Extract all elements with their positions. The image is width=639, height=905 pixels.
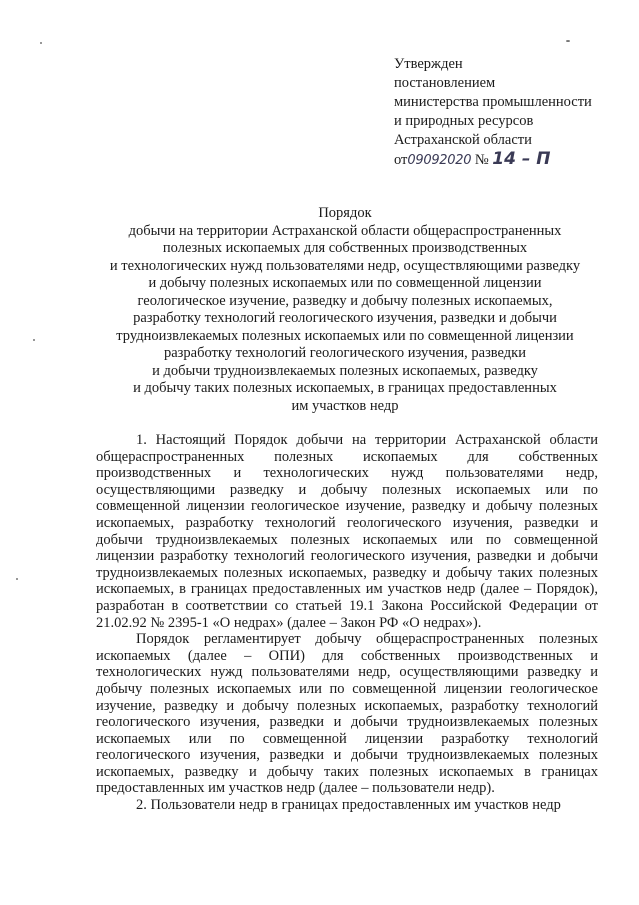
title-line: разработку технологий геологического изучения, разведки и добычи (133, 310, 557, 326)
body-paragraph-3: 2. Пользователи недр в границах предоставленных им участков недр (136, 797, 561, 814)
title-line: геологическое изучение, разведку и добычу полезных ископаемых, (137, 292, 553, 309)
scan-speck (33, 339, 35, 341)
title-line: и технологических нужд пользователями недр, осуществляющими разведку (109, 257, 581, 274)
approval-line: Утвержден (394, 56, 463, 72)
handwritten-date: 09092020 (407, 153, 472, 168)
body-paragraph-2: Порядок регламентирует добычу общераспространенных полезных ископаемых (далее – ОПИ) для собственных производственных и технологических нужд пользователями недр, осуществляющими разведку и добычу полезных ископаемых или по совмещенной лицензии геологическое изучение, разведку и добычу полезных ископаемых, разработку технологий геологического изучения, разведки и добычи трудноизвлекаемых полезных ископаемых или по совмещенной лицензии разработку технологий геологического изучения, разведки и добычи трудноизвлекаемых полезных ископаемых, разведку и добычу таких полезных ископаемых в границах предоставленных им участков недр (далее – пользователи недр). (96, 631, 598, 797)
scan-speck (16, 578, 18, 580)
approval-line: и природных ресурсов (394, 113, 534, 129)
approval-line: постановлением (394, 75, 496, 91)
title-line: разработку технологий геологического изучения, разведки (163, 345, 526, 361)
title-line: и добычу полезных ископаемых или по совмещенной лицензии (148, 275, 542, 291)
handwritten-number: 14 – П (492, 149, 551, 169)
title-line: добычи на территории Астраханской области общераспространенных (128, 222, 562, 239)
title-heading: Порядок (318, 205, 372, 221)
title-line: трудноизвлекаемых полезных ископаемых или по совмещенной лицензии (116, 327, 574, 344)
approval-stamp (394, 55, 592, 170)
scan-speck (40, 42, 42, 44)
approval-prefix: от (394, 152, 408, 168)
approval-line: министерства промышленности (394, 94, 592, 110)
title-line: полезных ископаемых для собственных производственных (162, 240, 528, 256)
body-paragraph-1: 1. Настоящий Порядок добычи на территории Астраханской области общераспространенных полезных ископаемых для собственных производственных и технологических нужд пользователями недр, осуществляющими разведку и добычу полезных ископаемых или по совмещенной лицензии геологическое изучение, разведку и добычу полезных ископаемых, разработку технологий геологического изучения, разведки и добычи трудноизвлекаемых полезных ископаемых или по совмещенной лицензии разработку технологий геологического изучения, разведки и добычи трудноизвлекаемых полезных ископаемых, разведку и добычу таких полезных ископаемых, в границах предоставленных им участков недр (далее – Порядок), разработан в соответствии со статьей 19.1 Закона Российской Федерации от 21.02.92 № 2395-1 «О недрах» (далее – Закон РФ «О недрах»). (96, 432, 598, 631)
title-line: и добычи трудноизвлекаемых полезных ископаемых, разведку (152, 362, 538, 379)
document-body (96, 432, 598, 814)
number-sign: № (474, 152, 489, 168)
scan-speck (566, 40, 570, 42)
approval-line: Астраханской области (394, 132, 532, 148)
title-line: им участков недр (291, 397, 399, 414)
approval-date-line (394, 150, 592, 170)
title-line: и добычу таких полезных ископаемых, в границах предоставленных (133, 380, 557, 396)
document-title (100, 205, 590, 415)
